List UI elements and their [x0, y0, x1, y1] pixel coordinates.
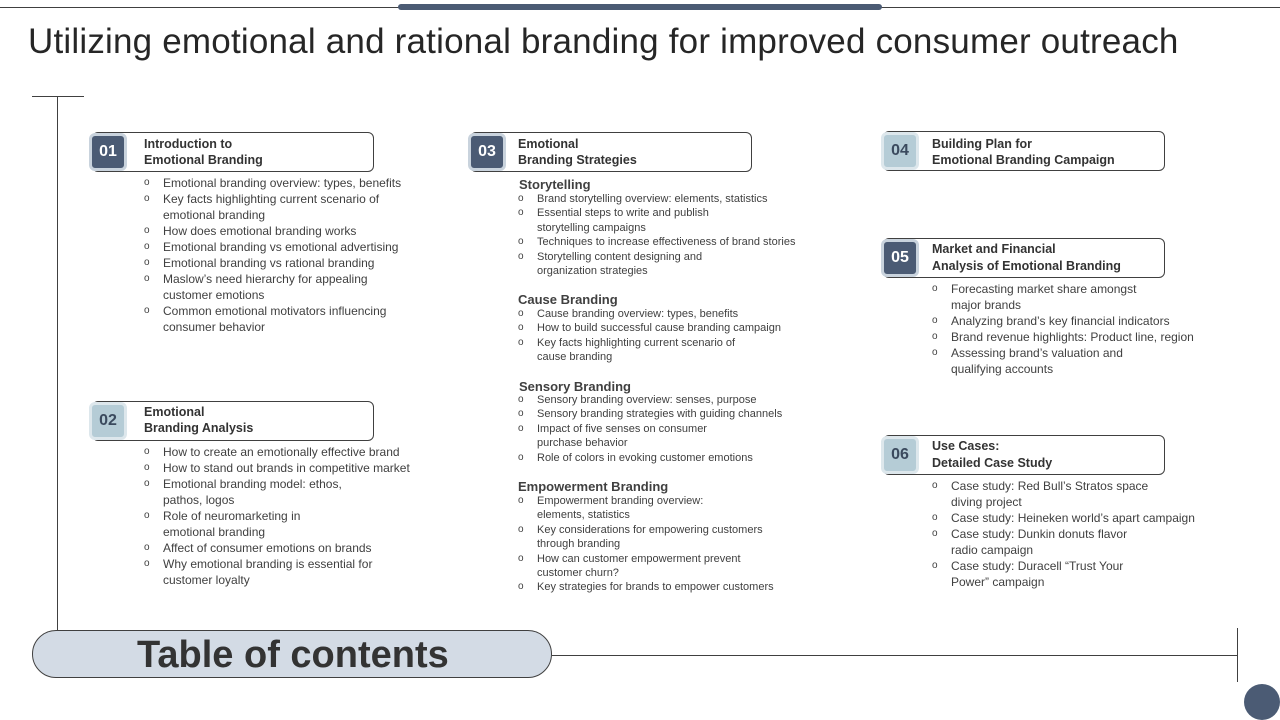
section-title-line2: Branding Analysis	[144, 421, 254, 435]
list-item: o How to stand out brands in competitive market	[144, 460, 454, 476]
list-item: o Key facts highlighting current scenario of emotional branding	[144, 191, 444, 223]
list-item: o Key facts highlighting current scenario of cause branding	[518, 336, 838, 365]
section-number: 03	[468, 133, 506, 171]
section-number: 04	[881, 132, 919, 170]
list-item: o Why emotional branding is essential for customer loyalty	[144, 556, 454, 588]
list-item: o Sensory branding overview: senses, purpose	[518, 393, 838, 407]
list-item: o Essential steps to write and publish storytelling campaigns	[518, 206, 838, 235]
bottom-right-rule	[1237, 628, 1238, 682]
section-title-line1: Introduction to	[144, 137, 233, 151]
list-item: o How does emotional branding works	[144, 223, 444, 239]
section-items	[932, 478, 1232, 590]
list-item: o Case study: Dunkin donuts flavor radio campaign	[932, 526, 1232, 558]
section-title-line1: Building Plan for	[932, 137, 1032, 151]
list-item: o Analyzing brand’s key financial indicators	[932, 313, 1232, 329]
list-item: o How to create an emotionally effective brand	[144, 444, 454, 460]
list-item: o Emotional branding vs emotional advertising	[144, 239, 444, 255]
section-title-line1: Use Cases:	[932, 439, 1000, 453]
list-item: o Techniques to increase effectiveness of brand stories	[518, 235, 838, 249]
list-item: o Case study: Red Bull’s Stratos space diving project	[932, 478, 1232, 510]
list-item: o Maslow’s need hierarchy for appealing customer emotions	[144, 271, 444, 303]
top-accent-bar	[398, 4, 882, 10]
list-item: o Common emotional motivators influencing consumer behavior	[144, 303, 444, 335]
list-item: o Key strategies for brands to empower customers	[518, 580, 838, 594]
list-item: o Sensory branding strategies with guiding channels	[518, 407, 838, 421]
list-item: o Impact of five senses on consumer purchase behavior	[518, 422, 838, 451]
left-short-rule	[32, 96, 84, 97]
subgroup-items	[518, 393, 838, 465]
list-item: o Affect of consumer emotions on brands	[144, 540, 454, 556]
list-item: o Role of neuromarketing in emotional branding	[144, 508, 454, 540]
page-title: Utilizing emotional and rational branding for improved consumer outreach	[28, 22, 1179, 61]
section-title-line1: Emotional	[144, 405, 205, 419]
section-title-line2: Analysis of Emotional Branding	[932, 259, 1121, 273]
section-number: 01	[89, 133, 127, 171]
bottom-rule	[552, 655, 1238, 656]
list-item: o Case study: Heineken world’s apart campaign	[932, 510, 1232, 526]
subgroup-heading: Cause Branding	[518, 292, 618, 307]
list-item: o Emotional branding overview: types, benefits	[144, 175, 444, 191]
list-item: o Case study: Duracell “Trust Your Power” campaign	[932, 558, 1232, 590]
list-item: o Forecasting market share amongst major brands	[932, 281, 1232, 313]
list-item: o Storytelling content designing and organization strategies	[518, 250, 838, 279]
section-items	[144, 175, 444, 335]
list-item: o Emotional branding model: ethos, pathos, logos	[144, 476, 454, 508]
subgroup-heading: Empowerment Branding	[518, 479, 669, 494]
list-item: o Brand storytelling overview: elements, statistics	[518, 192, 838, 206]
section-title-line1: Emotional	[518, 137, 579, 151]
list-item: o Emotional branding vs rational branding	[144, 255, 444, 271]
toc-heading: Table of contents	[137, 634, 449, 676]
subgroup-heading: Sensory Branding	[519, 379, 631, 394]
section-number: 05	[881, 239, 919, 277]
section-title-line2: Emotional Branding	[144, 153, 263, 167]
list-item: o Cause branding overview: types, benefits	[518, 307, 838, 321]
subgroup-heading: Storytelling	[519, 177, 591, 192]
section-title-line2: Branding Strategies	[518, 153, 637, 167]
corner-dot	[1244, 684, 1280, 720]
list-item: o Key considerations for empowering customers through branding	[518, 523, 838, 552]
section-items	[144, 444, 454, 588]
list-item: o How to build successful cause branding campaign	[518, 321, 838, 335]
subgroup-items	[518, 494, 838, 595]
list-item: o Brand revenue highlights: Product line, region	[932, 329, 1232, 345]
subgroup-items	[518, 307, 838, 365]
list-item: o Assessing brand’s valuation and qualifying accounts	[932, 345, 1232, 377]
section-title-line2: Detailed Case Study	[932, 456, 1053, 470]
section-title-line1: Market and Financial	[932, 242, 1056, 256]
subgroup-items	[518, 192, 838, 278]
section-title-line2: Emotional Branding Campaign	[932, 153, 1115, 167]
list-item: o How can customer empowerment prevent customer churn?	[518, 552, 838, 581]
list-item: o Role of colors in evoking customer emotions	[518, 451, 838, 465]
section-number: 02	[89, 402, 127, 440]
section-items	[932, 281, 1232, 377]
section-number: 06	[881, 436, 919, 474]
left-vertical-rule	[57, 96, 58, 632]
list-item: o Empowerment branding overview: elements, statistics	[518, 494, 838, 523]
